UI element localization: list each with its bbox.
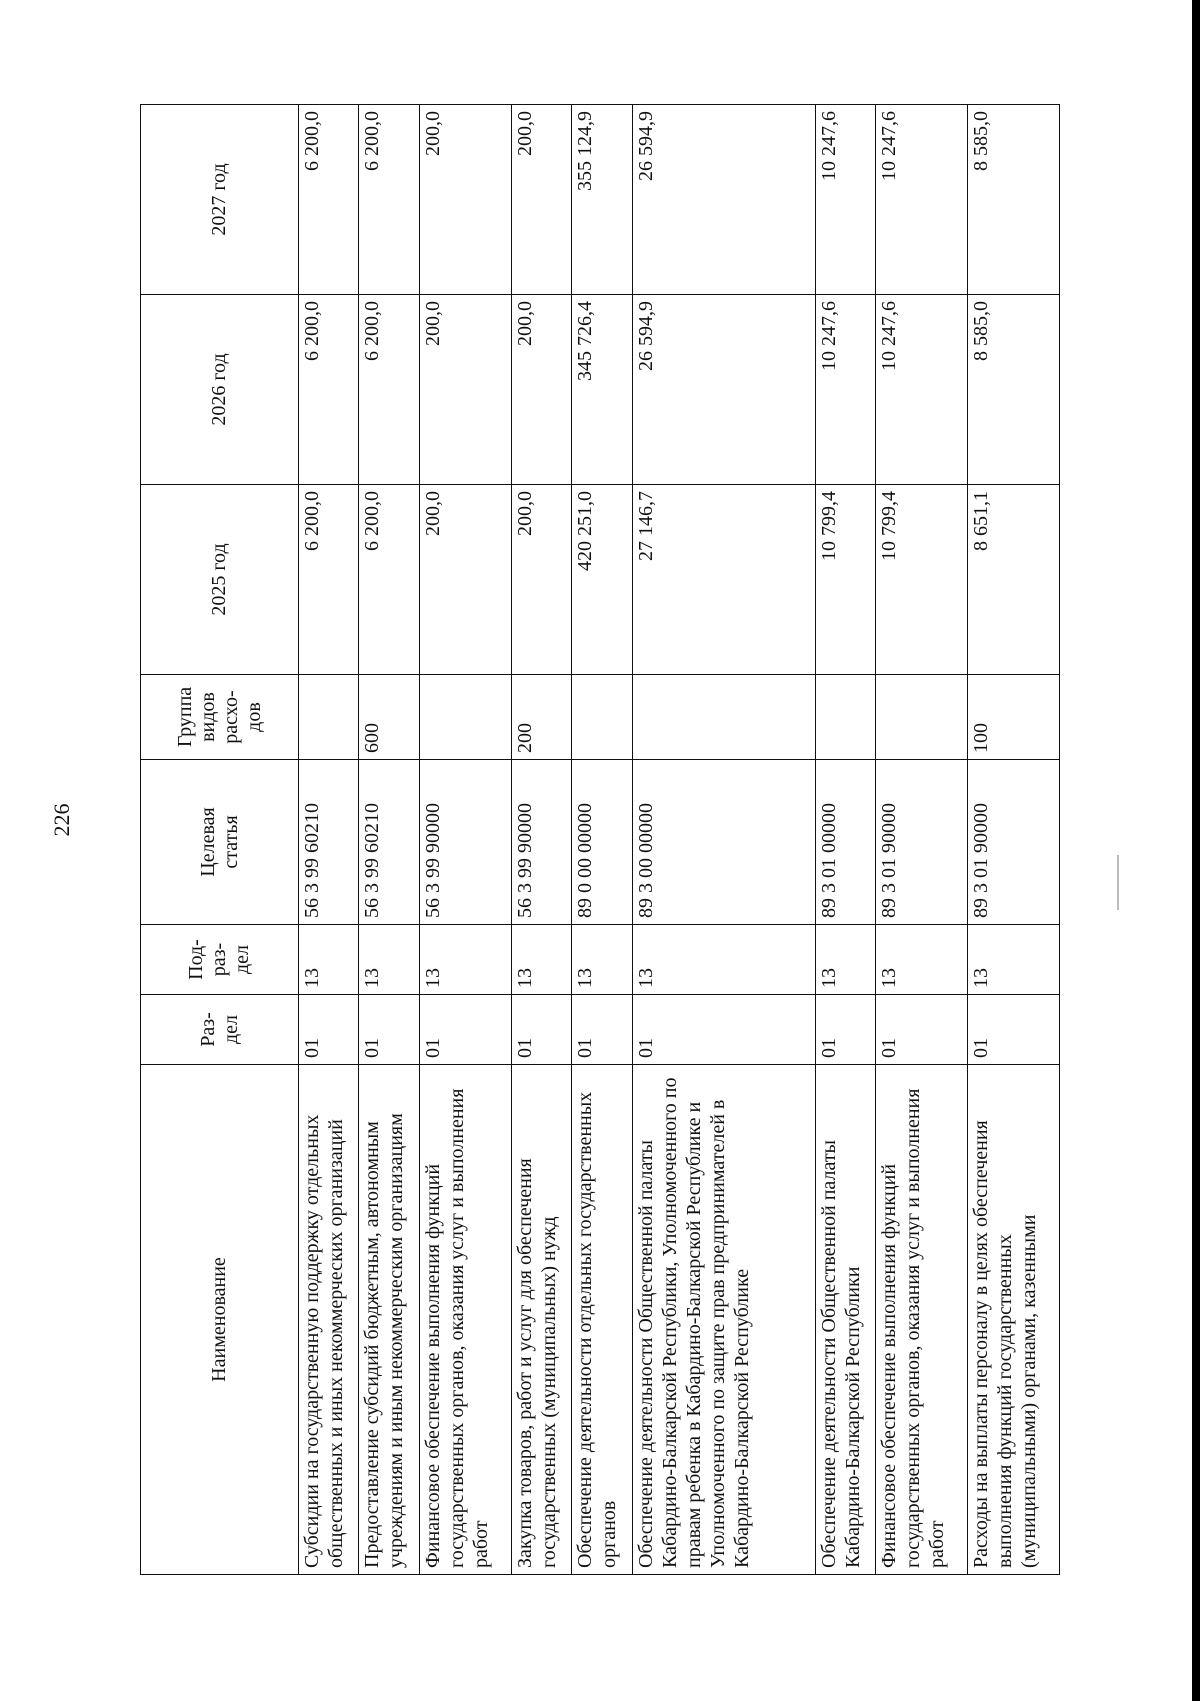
cell-target: 89 3 01 90000	[876, 760, 968, 925]
header-podrazdel: Под- раз- дел	[141, 925, 299, 995]
header-target: Целевая статья	[141, 760, 299, 925]
cell-group: 200	[511, 675, 571, 760]
header-2025: 2025 год	[141, 485, 299, 675]
cell-name: Субсидии на государственную поддержку отдельных общественных и иных некоммерческих организаций	[299, 1065, 359, 1575]
cell-y2026: 6 200,0	[359, 295, 419, 485]
cell-y2026: 8 585,0	[968, 295, 1060, 485]
table-row	[419, 105, 511, 1575]
cell-y2026: 6 200,0	[299, 295, 359, 485]
scan-artifact-mark	[1117, 855, 1119, 910]
cell-name: Предоставление субсидий бюджетным, автономным учреждениям и иным некоммерческим организациям	[359, 1065, 419, 1575]
cell-name: Обеспечение деятельности Общественной палаты Кабардино-Балкарской Республики, Уполномоченного по правам ребенка в Кабардино-Балкарской Республике и Уполномоченного по защите прав предпринимателей в Кабардино-Балкарской Республике	[632, 1065, 815, 1575]
table-row	[968, 105, 1060, 1575]
cell-name: Финансовое обеспечение выполнения функций государственных органов, оказания услуг и выполнения работ	[419, 1065, 511, 1575]
cell-target: 89 3 01 00000	[816, 760, 876, 925]
cell-podrazdel: 13	[632, 925, 815, 995]
page-number: 226	[49, 803, 74, 837]
cell-podrazdel: 13	[419, 925, 511, 995]
budget-table	[140, 104, 1060, 1575]
cell-target: 56 3 99 60210	[299, 760, 359, 925]
cell-target: 56 3 99 60210	[359, 760, 419, 925]
cell-y2026: 10 247,6	[876, 295, 968, 485]
cell-razdel: 01	[816, 995, 876, 1065]
cell-group: 100	[968, 675, 1060, 760]
cell-y2027: 6 200,0	[359, 105, 419, 295]
table-row	[876, 105, 968, 1575]
cell-name: Расходы на выплаты персоналу в целях обеспечения выполнения функций государственных (муниципальными) органами, казенными	[968, 1065, 1060, 1575]
header-2026: 2026 год	[141, 295, 299, 485]
cell-y2025: 8 651,1	[968, 485, 1060, 675]
cell-target: 89 3 01 90000	[968, 760, 1060, 925]
cell-group	[419, 675, 511, 760]
cell-podrazdel: 13	[511, 925, 571, 995]
cell-y2025: 200,0	[511, 485, 571, 675]
cell-razdel: 01	[572, 995, 632, 1065]
cell-y2026: 200,0	[511, 295, 571, 485]
cell-y2027: 6 200,0	[299, 105, 359, 295]
cell-y2027: 10 247,6	[816, 105, 876, 295]
header-group: Группа видов расхо- дов	[141, 675, 299, 760]
header-razdel: Раз- дел	[141, 995, 299, 1065]
cell-y2025: 6 200,0	[359, 485, 419, 675]
cell-name: Финансовое обеспечение выполнения функций государственных органов, оказания услуг и выполнения работ	[876, 1065, 968, 1575]
cell-podrazdel: 13	[572, 925, 632, 995]
cell-y2025: 420 251,0	[572, 485, 632, 675]
header-name: Наименование	[141, 1065, 299, 1575]
cell-y2027: 200,0	[511, 105, 571, 295]
cell-razdel: 01	[876, 995, 968, 1065]
cell-razdel: 01	[632, 995, 815, 1065]
cell-target: 89 0 00 00000	[572, 760, 632, 925]
cell-group	[816, 675, 876, 760]
cell-razdel: 01	[511, 995, 571, 1065]
header-row	[141, 105, 299, 1575]
cell-y2026: 345 726,4	[572, 295, 632, 485]
cell-podrazdel: 13	[816, 925, 876, 995]
cell-group: 600	[359, 675, 419, 760]
cell-y2027: 355 124,9	[572, 105, 632, 295]
cell-target: 89 3 00 00000	[632, 760, 815, 925]
cell-name: Обеспечение деятельности Общественной палаты Кабардино-Балкарской Республики	[816, 1065, 876, 1575]
cell-y2026: 26 594,9	[632, 295, 815, 485]
cell-y2027: 8 585,0	[968, 105, 1060, 295]
cell-y2027: 200,0	[419, 105, 511, 295]
cell-podrazdel: 13	[876, 925, 968, 995]
cell-group	[299, 675, 359, 760]
cell-group	[876, 675, 968, 760]
cell-podrazdel: 13	[359, 925, 419, 995]
cell-y2027: 26 594,9	[632, 105, 815, 295]
cell-podrazdel: 13	[299, 925, 359, 995]
cell-target: 56 3 99 90000	[511, 760, 571, 925]
cell-y2025: 6 200,0	[299, 485, 359, 675]
header-2027: 2027 год	[141, 105, 299, 295]
cell-name: Обеспечение деятельности отдельных государственных органов	[572, 1065, 632, 1575]
cell-y2026: 200,0	[419, 295, 511, 485]
table-row	[299, 105, 359, 1575]
cell-y2027: 10 247,6	[876, 105, 968, 295]
cell-name: Закупка товаров, работ и услуг для обеспечения государственных (муниципальных) нужд	[511, 1065, 571, 1575]
cell-razdel: 01	[299, 995, 359, 1065]
cell-y2026: 10 247,6	[816, 295, 876, 485]
scan-edge-border	[1186, 0, 1200, 1701]
rotated-table-wrapper	[140, 105, 1060, 1575]
cell-podrazdel: 13	[968, 925, 1060, 995]
cell-y2025: 10 799,4	[816, 485, 876, 675]
cell-group	[572, 675, 632, 760]
table-row	[816, 105, 876, 1575]
table-row	[632, 105, 815, 1575]
cell-y2025: 10 799,4	[876, 485, 968, 675]
cell-razdel: 01	[419, 995, 511, 1065]
cell-razdel: 01	[968, 995, 1060, 1065]
cell-target: 56 3 99 90000	[419, 760, 511, 925]
cell-group	[632, 675, 815, 760]
cell-y2025: 27 146,7	[632, 485, 815, 675]
table-row	[511, 105, 571, 1575]
cell-y2025: 200,0	[419, 485, 511, 675]
table-row	[359, 105, 419, 1575]
table-body	[299, 105, 1060, 1575]
table-row	[572, 105, 632, 1575]
cell-razdel: 01	[359, 995, 419, 1065]
